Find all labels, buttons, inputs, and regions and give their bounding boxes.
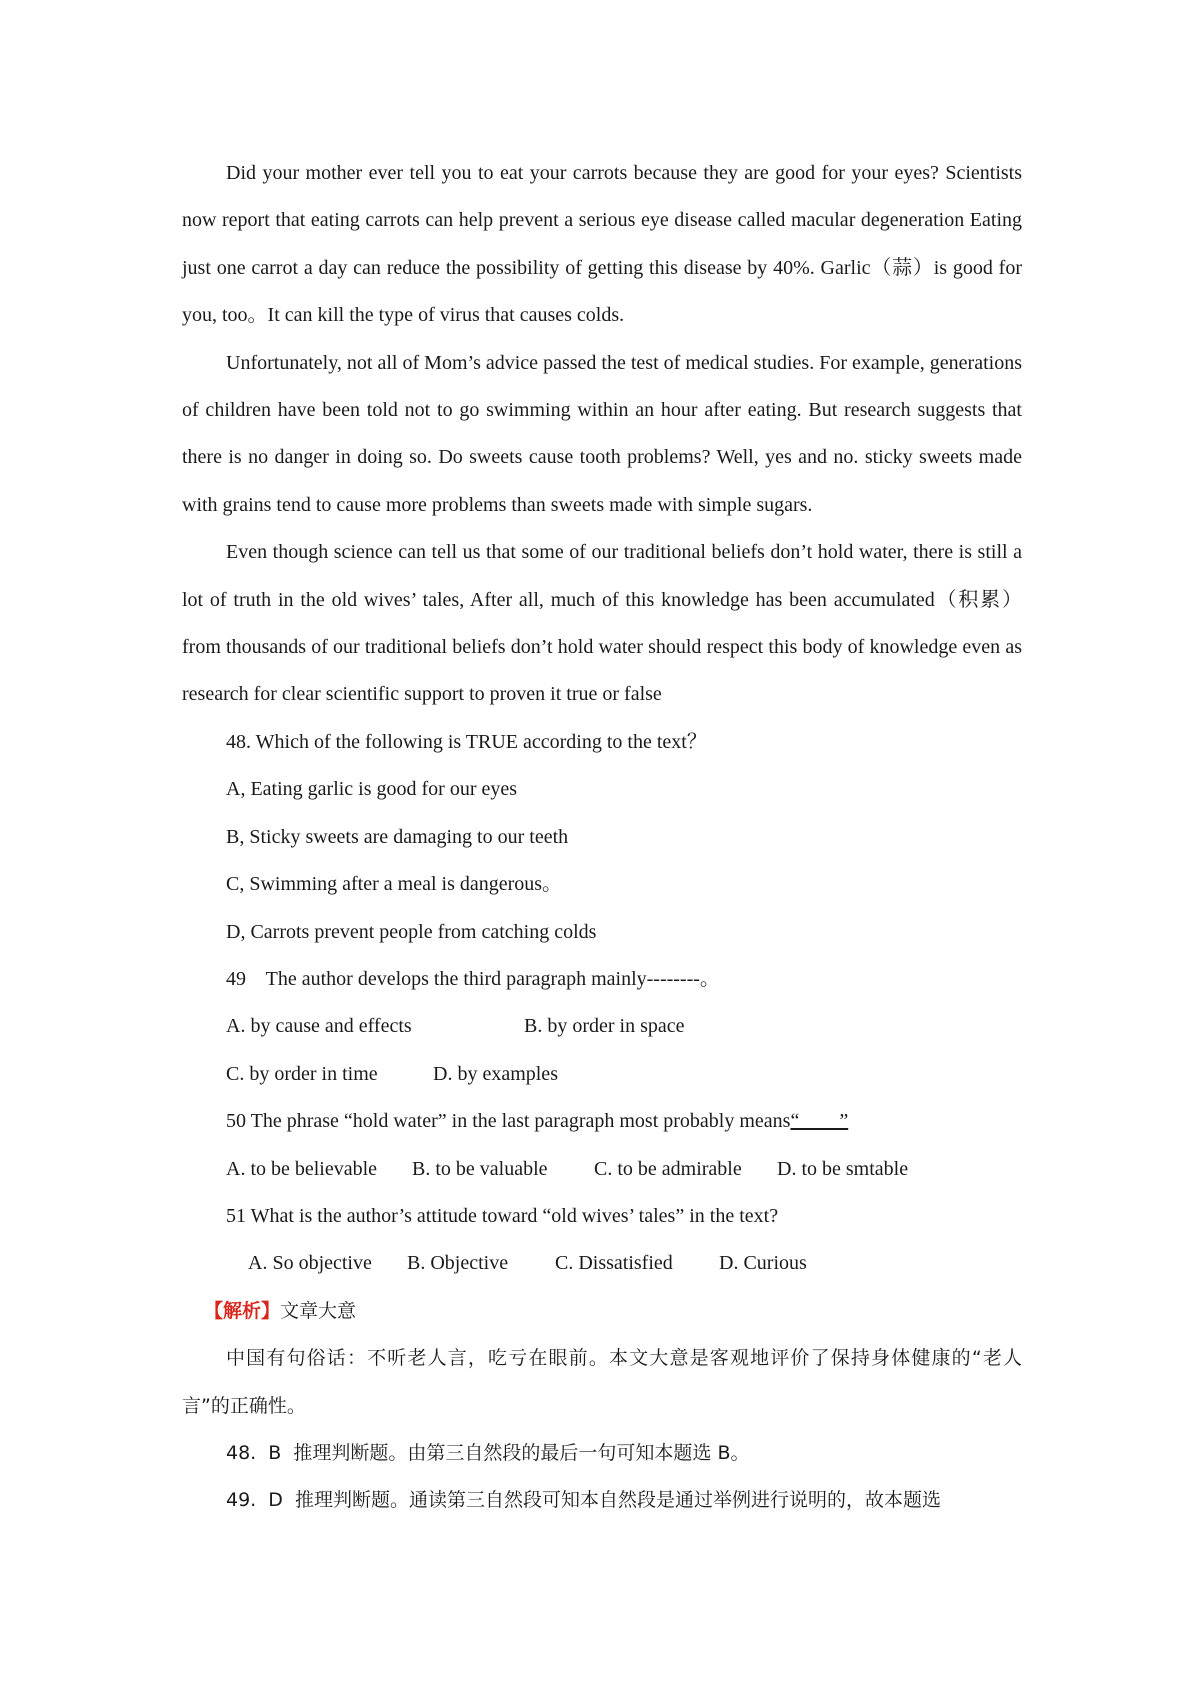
question-49-option-c: C. by order in time [226,1062,378,1085]
question-48-option-b: B, Sticky sweets are damaging to our teeth [226,825,569,848]
question-50-option-b: B. to be valuable [412,1157,548,1180]
analysis-answer-49: 49. D 推理判断题。通读第三自然段可知本自然段是通过举例进行说明的，故本题选 [226,1489,942,1512]
question-51-option-b: B. Objective [407,1252,509,1275]
analysis-heading-text: 文章大意 [280,1299,357,1322]
question-50-option-a: A. to be believable [226,1157,378,1180]
question-49-option-b: B. by order in space [524,1015,685,1038]
question-50-stem [182,1098,1022,1145]
question-49-stem: 49 The author develops the third paragraph mainly--------。 [226,967,720,990]
passage-paragraph-1: Did your mother ever tell you to eat your carrots because they are good for your eyes? Scientists now report that eating carrots can help prevent a serious eye disease called macular degeneration Eating just one carrot a day can reduce the possibility of getting this disease by 40%. Garlic（蒜）is good for you, too。It can kill the type of virus that causes colds. [182,162,1022,327]
question-48-option-c: C, Swimming after a meal is dangerous。 [226,873,563,896]
passage-paragraph-3: Even though science can tell us that some of our traditional beliefs don’t hold water, there is still a lot of truth in the old wives’ tales, After all, much of this knowledge has been accumulated（积累） from thousands of our traditional beliefs don’t hold water should respect this body of knowledge even as research for clear scientific support to proven it true or false [182,541,1022,706]
question-51-options-row [182,1240,1022,1287]
question-51-stem: 51 What is the author’s attitude toward “old wives’ tales” in the text? [226,1204,779,1227]
question-51-option-c: C. Dissatisfied [555,1252,673,1275]
passage-paragraph-2: Unfortunately, not all of Mom’s advice passed the test of medical studies. For example, generations of children have been told not to go swimming within an hour after eating. But research suggests that there is no danger in doing so. Do sweets cause tooth problems? Well, yes and no. sticky sweets made with grains tend to cause more problems than sweets made with simple sugars. [182,351,1022,516]
question-48-option-a: A, Eating garlic is good for our eyes [226,778,518,801]
analysis-answer-48: 48. B 推理判断题。由第三自然段的最后一句可知本题选 B。 [226,1441,750,1464]
question-50-option-c: C. to be admirable [594,1157,742,1180]
document-content [182,150,1022,1525]
question-50-blank: “____” [790,1110,849,1133]
question-49-options-row-2 [182,1051,1022,1098]
question-50-option-d: D. to be smtable [777,1157,909,1180]
question-50-options-row [182,1146,1022,1193]
analysis-summary: 中国有句俗话：不听老人言，吃亏在眼前。本文大意是客观地评价了保持身体健康的“老人言”的正确性。 [182,1347,1022,1417]
question-48-option-d: D, Carrots prevent people from catching colds [226,920,597,943]
question-50-stem-text: 50 The phrase “hold water” in the last paragraph most probably means [226,1110,791,1133]
question-51-option-d: D. Curious [719,1252,807,1275]
question-49-option-a: A. by cause and effects [226,1015,412,1038]
question-49-option-d: D. by examples [433,1062,558,1085]
analysis-tag: 【解析】 [204,1299,281,1322]
analysis-heading [182,1288,1022,1335]
question-49-options-row-1 [182,1003,1022,1050]
question-51-option-a: A. So objective [248,1252,372,1275]
question-48-stem: 48. Which of the following is TRUE according to the text？ [226,730,707,753]
